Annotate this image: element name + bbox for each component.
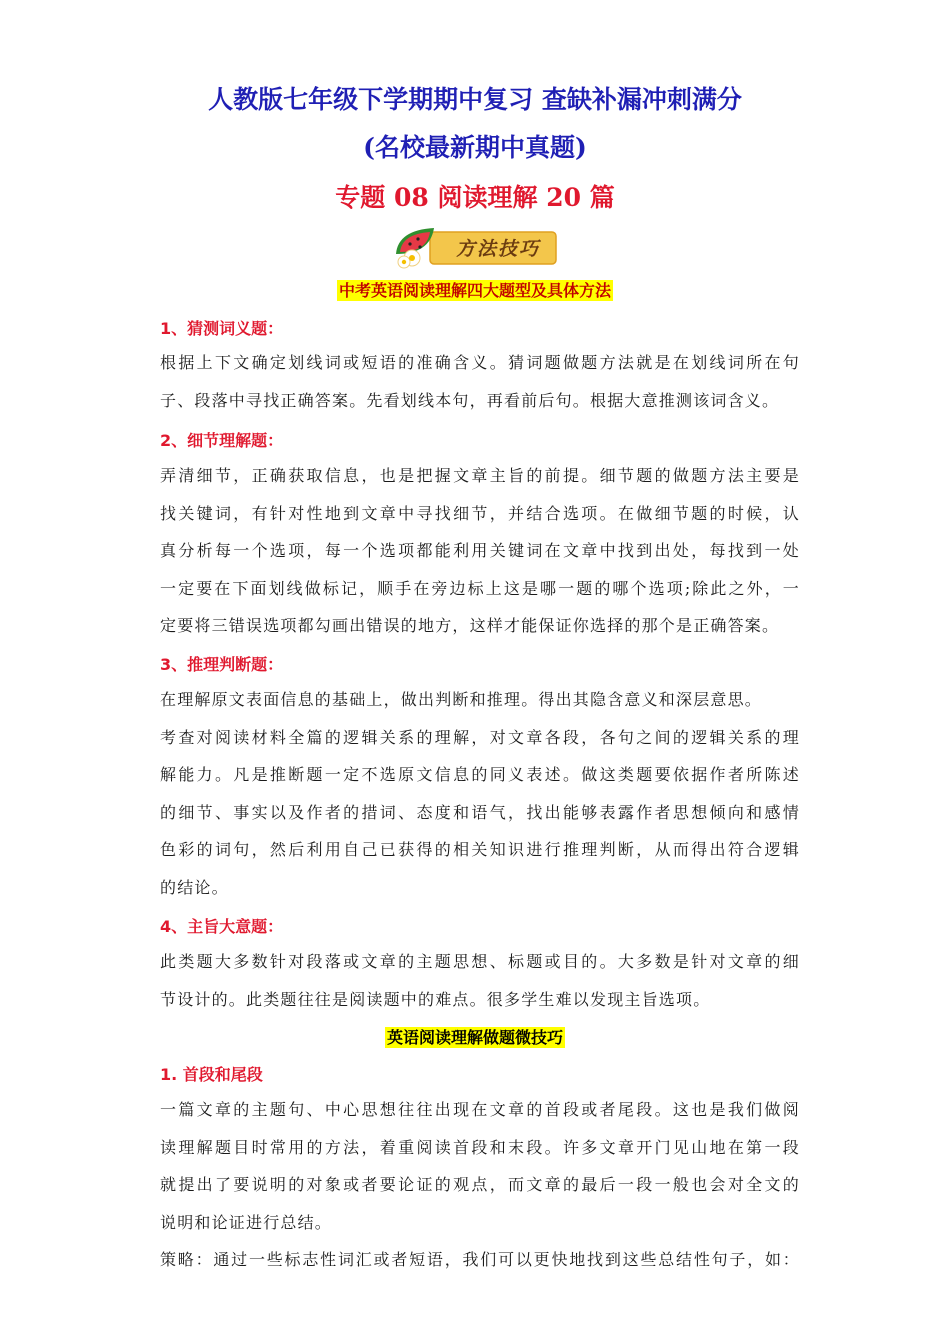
- body-line: 考查对阅读材料全篇的逻辑关系的理解，对文章各段，各句之间的逻辑关系的理: [160, 727, 800, 747]
- body-line: 的细节、事实以及作者的措词、态度和语气，找出能够表露作者思想倾向和感情: [160, 802, 800, 822]
- body-line: 在理解原文表面信息的基础上，做出判断和推理。得出其隐含意义和深层意思。: [160, 690, 763, 709]
- body-line: 定要将三错误选项都勾画出错误的地方，这样才能保证你选择的那个是正确答案。: [160, 616, 780, 636]
- body-line: 的结论。: [160, 877, 229, 897]
- body-line: 此类题大多数针对段落或文章的主题思想、标题或目的。大多数是针对文章的细: [160, 952, 800, 971]
- method-badge: [390, 224, 560, 272]
- section1-banner-text: 中考英语阅读理解四大题型及具体方法: [338, 281, 611, 300]
- body-line: 策略：通过一些标志性词汇或者短语，我们可以更快地找到这些总结性句子，如：: [160, 1250, 800, 1270]
- document-title-line3: 专题 08 阅读理解 20 篇: [335, 183, 615, 212]
- body-line: 色彩的词句，然后利用自己已获得的相关知识进行推理判断，从而得出符合逻辑: [160, 840, 800, 860]
- body-line: 找关键词，有针对性地到文章中寻找细节，并结合选项。在做细节题的时候，认: [160, 503, 800, 523]
- section1-item1-heading: 1、猜测词义题：: [160, 319, 284, 338]
- body-line: 子、段落中寻找正确答案。先看划线本句，再看前后句。根据大意推测该词含义。: [160, 390, 780, 410]
- body-line: 一篇文章的主题句、中心思想往往出现在文章的首段或者尾段。这也是我们做阅: [160, 1100, 800, 1119]
- section1-item3-heading: 3、推理判断题：: [160, 655, 284, 674]
- section2-item1-body: [160, 1091, 800, 1279]
- section2-banner: [0, 1027, 950, 1049]
- section1-item4-heading: 4、主旨大意题：: [160, 917, 284, 936]
- method-badge-label: 方法技巧: [455, 238, 540, 260]
- section1-item2-body: [160, 457, 800, 645]
- body-line: 真分析每一个选项，每一个选项都能利用关键词在文章中找到出处，每找到一处: [160, 541, 800, 561]
- document-title-line1: 人教版七年级下学期期中复习 查缺补漏冲刺满分: [208, 85, 742, 114]
- body-line: 节设计的。此类题往往是阅读题中的难点。很多学生难以发现主旨选项。: [160, 989, 711, 1009]
- section2-banner-text: 英语阅读理解做题微技巧: [386, 1028, 563, 1047]
- body-line: 弄清细节，正确获取信息，也是把握文章主旨的前提。细节题的做题方法主要是: [160, 466, 800, 485]
- body-line: 根据上下文确定划线词或短语的准确含义。猜词题做题方法就是在划线词所在句: [160, 353, 800, 372]
- body-line: 解能力。凡是推断题一定不选原文信息的同义表述。做这类题要依据作者所陈述: [160, 765, 800, 785]
- body-line: 读理解题目时常用的方法，着重阅读首段和末段。许多文章开门见山地在第一段: [160, 1137, 800, 1157]
- method-badge-row: [0, 224, 950, 272]
- section1-banner: [0, 280, 950, 302]
- section1-item1-body: [160, 344, 800, 419]
- section1-item2-heading: 2、细节理解题：: [160, 431, 284, 450]
- body-line: 一定要在下面划线做标记，顺手在旁边标上这是哪一题的哪个选项;除此之外，一: [160, 578, 800, 598]
- section2-item1-heading: 1. 首段和尾段: [160, 1065, 263, 1084]
- section1-item4-body: [160, 943, 800, 1018]
- document-title-line2: (名校最新期中真题): [363, 133, 587, 162]
- section1-item3-body: [160, 681, 800, 907]
- body-line: 就提出了要说明的对象或者要论证的观点，而文章的最后一段一般也会对全文的: [160, 1175, 800, 1195]
- body-line: 说明和论证进行总结。: [160, 1212, 333, 1232]
